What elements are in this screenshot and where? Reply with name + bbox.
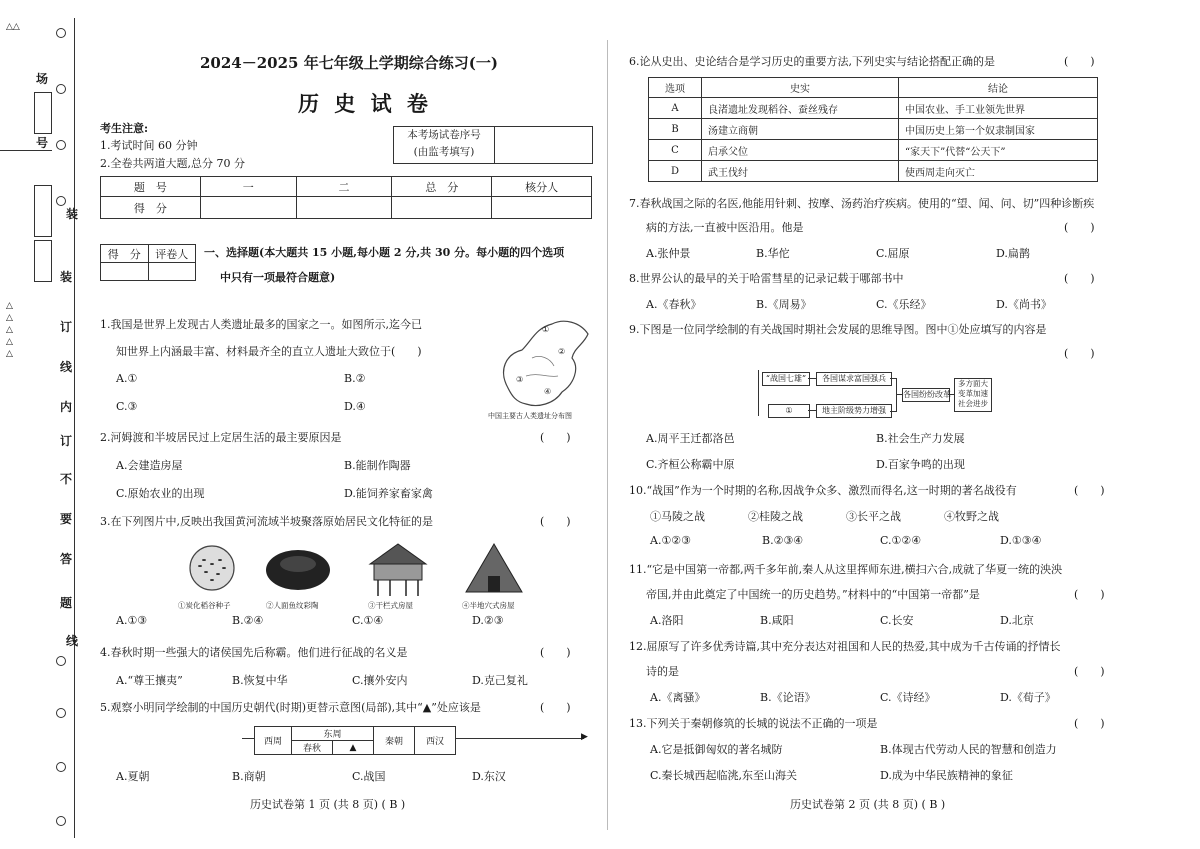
q2-text: 2.河姆渡和半坡居民过上定居生活的最主要原因是	[100, 431, 342, 444]
timeline-cell: 西汉	[415, 727, 456, 755]
binding-circle	[56, 762, 66, 772]
q8-text: 8.世界公认的最早的关于哈雷彗星的记录记载于哪部书中	[629, 272, 904, 285]
q6-cell: A	[649, 98, 702, 119]
q2-option-a[interactable]: A.会建造房屋	[116, 459, 183, 472]
q2-option-d[interactable]: D.能饲养家畜家禽	[344, 487, 433, 500]
mind-map-link	[808, 410, 816, 411]
q3-option-a[interactable]: A.①③	[116, 614, 148, 627]
binding-mark: 内	[60, 400, 73, 414]
map-label: ④	[544, 387, 552, 396]
section-heading: 一、选择题(本大题共 15 小题,每小题 2 分,共 30 分。每小题的四个选项	[204, 246, 565, 259]
painted-pottery-image	[260, 546, 340, 598]
q2-option-b[interactable]: B.能制作陶器	[344, 459, 411, 472]
binding-circle	[56, 708, 66, 718]
q7-answer-paren[interactable]: ( )	[1064, 221, 1095, 234]
mind-map-link	[890, 378, 897, 412]
image-caption: ②人面鱼纹彩陶	[266, 601, 319, 610]
binding-margin	[0, 0, 80, 849]
q8-option-c[interactable]: C.《乐经》	[876, 298, 932, 311]
timeline-cell-unknown: ▲	[333, 741, 374, 755]
q5-option-d[interactable]: D.东汉	[472, 770, 506, 783]
q1-option-d[interactable]: D.④	[344, 400, 366, 413]
dynasty-timeline	[254, 726, 456, 755]
mind-map-bracket	[758, 370, 760, 416]
q3-option-b[interactable]: B.②④	[232, 614, 264, 627]
q1-option-c[interactable]: C.③	[116, 400, 138, 413]
binding-mark: 订	[60, 434, 73, 448]
page-footer-left: 历史试卷第 1 页 (共 8 页) ( B )	[250, 798, 406, 811]
q6-header: 结论	[899, 78, 1098, 98]
q6-answer-paren[interactable]: ( )	[1064, 55, 1095, 68]
q10-option-d[interactable]: D.①③④	[1000, 534, 1042, 547]
q9-option-c[interactable]: C.齐桓公称霸中原	[646, 458, 735, 471]
binding-mark: 线	[60, 360, 73, 374]
q9-answer-paren[interactable]: ( )	[1064, 347, 1095, 360]
q8-option-d[interactable]: D.《尚书》	[996, 298, 1052, 311]
river-line	[526, 375, 558, 377]
q13-option-d[interactable]: D.成为中华民族精神的象征	[880, 769, 1013, 782]
timeline-cell: 东周	[292, 727, 374, 741]
map-label: ②	[558, 347, 566, 356]
score-header: 总 分	[392, 177, 492, 197]
binding-box	[34, 92, 52, 134]
q10-text: 10.“战国”作为一个时期的名称,因战争众多、激烈而得名,这一时期的著名战役有	[629, 484, 1017, 497]
q3-text: 3.在下列图片中,反映出我国黄河流域半坡聚落原始居民文化特征的是	[100, 515, 433, 528]
q8-answer-paren[interactable]: ( )	[1064, 272, 1095, 285]
q12-option-c[interactable]: C.《诗经》	[880, 691, 936, 704]
q13-option-a[interactable]: A.它是抵御匈奴的著名城防	[650, 743, 783, 756]
exam-title: 2024－2025 年七年级上学期综合练习(一)	[200, 54, 498, 72]
q13-option-c[interactable]: C.秦长城西起临洮,东至山海关	[650, 769, 798, 782]
mind-map-node: “战国七雄”	[762, 372, 810, 386]
binding-box	[34, 240, 52, 282]
score-header: 一	[200, 177, 296, 197]
q10-option-b[interactable]: B.②③④	[762, 534, 804, 547]
binding-line	[74, 18, 75, 838]
q11-option-d[interactable]: D.北京	[1000, 614, 1034, 627]
image-caption: ①炭化稻谷种子	[178, 601, 231, 610]
binding-circle	[56, 140, 66, 150]
timeline-cell: 西周	[255, 727, 292, 755]
q9-option-d[interactable]: D.百家争鸣的出现	[876, 458, 965, 471]
q1-option-b[interactable]: B.②	[344, 372, 366, 385]
score-table	[100, 176, 592, 219]
score-row-label: 得 分	[101, 197, 201, 219]
page-footer-right: 历史试卷第 2 页 (共 8 页) ( B )	[790, 798, 946, 811]
q6-cell: 汤建立商朝	[702, 119, 899, 140]
binding-circle	[56, 656, 66, 666]
q6-cell: 使西周走向灭亡	[899, 161, 1098, 182]
mind-map-node-line: 社会进步	[958, 399, 988, 408]
binding-circle	[56, 28, 66, 38]
stilt-house-image	[360, 540, 436, 598]
q12-option-d[interactable]: D.《荀子》	[1000, 691, 1056, 704]
q6-cell: 中国历史上第一个奴隶制国家	[899, 119, 1098, 140]
q13-option-b[interactable]: B.体现古代劳动人民的智慧和创造力	[880, 743, 1057, 756]
q12-text: 12.屈原写了许多优秀诗篇,其中充分表达对祖国和人民的热爱,其中成为千古传诵的抒情长	[629, 640, 1061, 653]
q1-option-a[interactable]: A.①	[116, 372, 138, 385]
q10-answer-paren[interactable]: ( )	[1074, 484, 1105, 497]
rice-seeds-image	[176, 544, 256, 600]
score-header: 题 号	[101, 177, 201, 197]
image-caption: ③干栏式房屋	[368, 601, 413, 610]
q12-option-b[interactable]: B.《论语》	[760, 691, 816, 704]
binding-mark: 答	[60, 552, 73, 566]
score-cell[interactable]	[392, 197, 492, 219]
q9-text: 9.下图是一位同学绘制的有关战国时期社会发展的思维导图。图中①处应填写的内容是	[629, 323, 1047, 336]
q7-text: 7.春秋战国之际的名医,他能用针刺、按摩、汤药治疗疾病。使用的“望、闻、问、切”四种诊断疾	[629, 197, 1095, 210]
q5-text: 5.观察小明同学绘制的中国历史朝代(时期)更替示意图(局部),其中“▲”处应该是	[100, 701, 481, 714]
q5-option-a[interactable]: A.夏朝	[116, 770, 150, 783]
q12-answer-paren[interactable]: ( )	[1074, 665, 1105, 678]
q4-text: 4.春秋时期一些强大的诸侯国先后称霸。他们进行征战的名义是	[100, 646, 408, 659]
binding-mark: 题	[60, 596, 73, 610]
score-cell[interactable]	[200, 197, 296, 219]
binding-mark: 线	[66, 634, 79, 648]
binding-mark: 装	[60, 270, 73, 284]
q6-cell: 良渚遗址发现稻谷、蚕丝残存	[702, 98, 899, 119]
page-divider	[607, 40, 608, 830]
notes-line: 1.考试时间 60 分钟	[100, 139, 198, 152]
q7-option-b[interactable]: B.华佗	[756, 247, 790, 260]
q10-option-a[interactable]: A.①②③	[650, 534, 692, 547]
q3-answer-paren[interactable]: ( )	[540, 515, 571, 528]
china-map-figure	[488, 310, 598, 420]
mind-map-blank-node[interactable]: ①	[768, 404, 810, 418]
exam-subtitle: 历 史 试 卷	[298, 91, 432, 116]
q11-answer-paren[interactable]: ( )	[1074, 588, 1105, 601]
q4-option-b[interactable]: B.恢复中华	[232, 674, 288, 687]
q6-cell: “家天下”代替“公天下”	[899, 140, 1098, 161]
triangle-marks: △△	[6, 22, 20, 32]
binding-mark: 不	[60, 472, 73, 486]
q3-option-d[interactable]: D.②③	[472, 614, 504, 627]
q7-option-c[interactable]: C.屈原	[876, 247, 910, 260]
binding-mark: 订	[60, 320, 73, 334]
binding-mark: 要	[60, 512, 73, 526]
q6-cell: C	[649, 140, 702, 161]
q11-option-c[interactable]: C.长安	[880, 614, 914, 627]
q3-option-c[interactable]: C.①④	[352, 614, 384, 627]
q9-option-a[interactable]: A.周平王迁都洛邑	[646, 432, 735, 445]
q6-cell: 启承父位	[702, 140, 899, 161]
q1-text-cont: 知世界上内涵最丰富、材料最齐全的直立人遗址大致位于( )	[116, 345, 422, 358]
binding-circle	[56, 196, 66, 206]
q13-text: 13.下列关于秦朝修筑的长城的说法不正确的一项是	[629, 717, 878, 730]
seat-box-label: 本考场试卷序号	[407, 129, 481, 141]
score-cell[interactable]	[492, 197, 592, 219]
q7-option-a[interactable]: A.张仲景	[646, 247, 691, 260]
image-caption: ④半地穴式房屋	[462, 601, 515, 610]
q5-option-c[interactable]: C.战国	[352, 770, 386, 783]
mind-map-node: 各国纷纷改革	[902, 388, 950, 402]
seat-number-box	[393, 126, 593, 164]
timeline-arrow-icon: ▶	[581, 732, 588, 742]
q6-table	[648, 77, 1098, 182]
mind-map-node-line: 变革加速	[958, 389, 988, 398]
q6-header: 史实	[702, 78, 899, 98]
q10-item: ④牧野之战	[944, 510, 999, 523]
q5-option-b[interactable]: B.商朝	[232, 770, 266, 783]
q6-cell: 中国农业、手工业领先世界	[899, 98, 1098, 119]
mind-map-node: 地主阶级势力增强	[816, 404, 892, 418]
map-label: ③	[516, 375, 524, 384]
q4-option-c[interactable]: C.攘外安内	[352, 674, 408, 687]
q11-option-b[interactable]: B.咸阳	[760, 614, 794, 627]
binding-circle	[56, 816, 66, 826]
score-header: 核分人	[492, 177, 592, 197]
q10-item: ①马陵之战	[650, 510, 705, 523]
notes-heading: 考生注意:	[100, 122, 149, 135]
q6-header: 选项	[649, 78, 702, 98]
binding-circle	[56, 84, 66, 94]
grader-table	[100, 244, 196, 281]
side-label-field: 号	[36, 136, 49, 150]
grader-score-cell[interactable]	[101, 263, 149, 281]
q6-text: 6.论从史出、史论结合是学习历史的重要方法,下列史实与结论搭配正确的是	[629, 55, 995, 68]
q11-option-a[interactable]: A.洛阳	[650, 614, 684, 627]
q9-option-b[interactable]: B.社会生产力发展	[876, 432, 965, 445]
binding-mark: 装	[66, 207, 79, 221]
q1-text: 1.我国是世界上发现古人类遗址最多的国家之一。如图所示,迄今已	[100, 318, 422, 331]
q4-option-a[interactable]: A.“尊王攘夷”	[116, 674, 183, 687]
mind-map-link	[808, 378, 816, 379]
mind-map-node: 各国谋求富国强兵	[816, 372, 892, 386]
q4-option-d[interactable]: D.克己复礼	[472, 674, 528, 687]
q8-option-b[interactable]: B.《周易》	[756, 298, 812, 311]
q11-text-cont: 帝国,并由此奠定了中国统一的历史趋势。”材料中的“中国第一帝都”是	[646, 588, 980, 601]
grader-name-label: 评卷人	[148, 245, 196, 263]
q2-option-c[interactable]: C.原始农业的出现	[116, 487, 205, 500]
fill-line	[0, 150, 52, 151]
seat-box-note: (由监考填写)	[413, 146, 475, 158]
grader-name-cell[interactable]	[148, 263, 196, 281]
score-header: 二	[296, 177, 392, 197]
mind-map-node	[954, 378, 992, 412]
map-caption: 中国主要古人类遗址分布图	[488, 412, 572, 420]
q13-answer-paren[interactable]: ( )	[1074, 717, 1105, 730]
q5-answer-paren[interactable]: ( )	[540, 701, 571, 714]
q10-item: ③长平之战	[846, 510, 901, 523]
q7-text-cont: 病的方法,一直被中医沿用。他是	[646, 221, 804, 234]
q12-text-cont: 诗的是	[646, 665, 679, 678]
triangle-marks: △ △ △ △ △	[6, 301, 13, 359]
binding-box	[34, 185, 52, 237]
side-label-field: 场	[36, 72, 49, 86]
section-heading-cont: 中只有一项最符合题意)	[220, 271, 336, 284]
q6-cell: D	[649, 161, 702, 182]
seat-number-field[interactable]	[495, 127, 592, 163]
score-cell[interactable]	[296, 197, 392, 219]
timeline-cell: 春秋	[292, 741, 333, 755]
q4-answer-paren[interactable]: ( )	[540, 646, 571, 659]
q8-option-a[interactable]: A.《春秋》	[646, 298, 702, 311]
q6-cell: 武王伐纣	[702, 161, 899, 182]
q10-option-c[interactable]: C.①②④	[880, 534, 922, 547]
q12-option-a[interactable]: A.《离骚》	[650, 691, 706, 704]
map-label: ①	[542, 325, 550, 334]
q7-option-d[interactable]: D.扁鹊	[996, 247, 1030, 260]
river-line	[532, 356, 554, 366]
grader-score-label: 得 分	[101, 245, 149, 263]
notes-line: 2.全卷共两道大题,总分 70 分	[100, 157, 245, 170]
q2-answer-paren[interactable]: ( )	[540, 431, 571, 444]
q10-item: ②桂陵之战	[748, 510, 803, 523]
q6-cell: B	[649, 119, 702, 140]
timeline-cell: 秦朝	[374, 727, 415, 755]
q11-text: 11.“它是中国第一帝都,两千多年前,秦人从这里挥师东进,横扫六合,成就了华夏一统的泱泱	[629, 563, 1063, 576]
mind-map-node-line: 多方面大	[958, 379, 988, 388]
semi-subterranean-house-image	[460, 540, 530, 598]
